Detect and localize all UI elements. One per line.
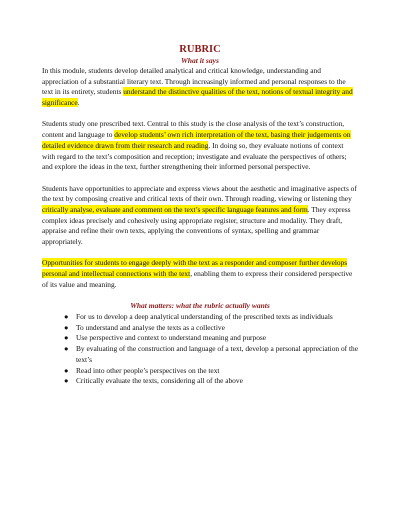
list-item [64,376,358,387]
page-subtitle: What it says [181,56,219,65]
paragraph-2-highlight: develop students’ own rich interpretation of the text, basing their judgements on detailed evidence drawn from their research and reading [42,130,351,150]
bullet-icon: ● [64,322,69,332]
list-item [64,333,358,344]
paragraph-1-text-a: In this module, students develop detailed analytical and critical knowledge, understanding and appreciation of a substantial literary text. Through increasingly informed and personal responses to the text in its entirety, students [42,66,346,97]
list-item [64,312,358,323]
bullet-text: For us to develop a deep analytical understanding of the prescribed texts as individuals [76,312,333,322]
paragraph-1-highlight: understand the distinctive qualities of the text, notions of textual integrity and significance [42,87,353,108]
page-title: RUBRIC [179,44,221,55]
list-item [64,323,358,334]
bullet-icon: ● [64,344,69,354]
paragraph-1-text-b: . [77,98,80,108]
what-matters-heading: What matters: what the rubric actually wants [130,301,270,311]
paragraph-2-text-a: Students study one prescribed text. Central to this study is the close analysis of the text’s construction, content and language to [42,119,345,140]
paragraph-2-text-b: . In doing so, they evaluate notions of context with regard to the text’s composition and reception; investigate and evaluate the perspectives of others; and explore the ideas in the text, further strengthening their informed personal perspective. [42,140,347,172]
list-item [64,366,358,377]
bullet-icon: ● [64,312,69,322]
bullet-icon: ● [64,376,69,386]
paragraph-4 [42,258,358,290]
list-item [64,344,358,365]
bullet-text: Read into other people’s perspectives on the text [76,365,220,375]
bullet-text: Critically evaluate the texts, considering all of the above [76,376,243,386]
paragraph-3 [42,184,358,248]
bullet-icon: ● [64,365,69,375]
bullet-text: Use perspective and context to understand meaning and purpose [76,333,267,343]
bullet-text: To understand and analyse the texts as a collective [76,322,225,332]
bullet-text: By evaluating of the construction and language of a text, develop a personal appreciation of the text’s [76,344,358,364]
bullet-icon: ● [64,333,69,343]
paragraph-2 [42,119,358,173]
paragraph-4-text-b: , enabling them to express their considered perspective of its value and meaning. [42,269,353,289]
paragraph-3-highlight: critically analyse, evaluate and comment on the text’s specific language features and form [42,204,308,214]
paragraph-4-highlight: Opportunities for students to engage deeply with the text as a responder and composer further develops personal and intellectual connections with the text [42,258,348,279]
paragraph-1 [42,66,358,109]
paragraph-3-text-b: . They express complex ideas precisely and cohesively using appropriate register, structure and modality. They draft, appraise and refine their own texts, applying the conventions of syntax, spelling and grammar appropriately. [42,204,351,247]
paragraph-3-text-a: Students have opportunities to appreciate and express views about the aesthetic and imaginative aspects of the text by composing creative and critical texts of their own. Through reading, viewing or listening they [42,183,357,204]
rubric-bullet-list [42,312,358,387]
